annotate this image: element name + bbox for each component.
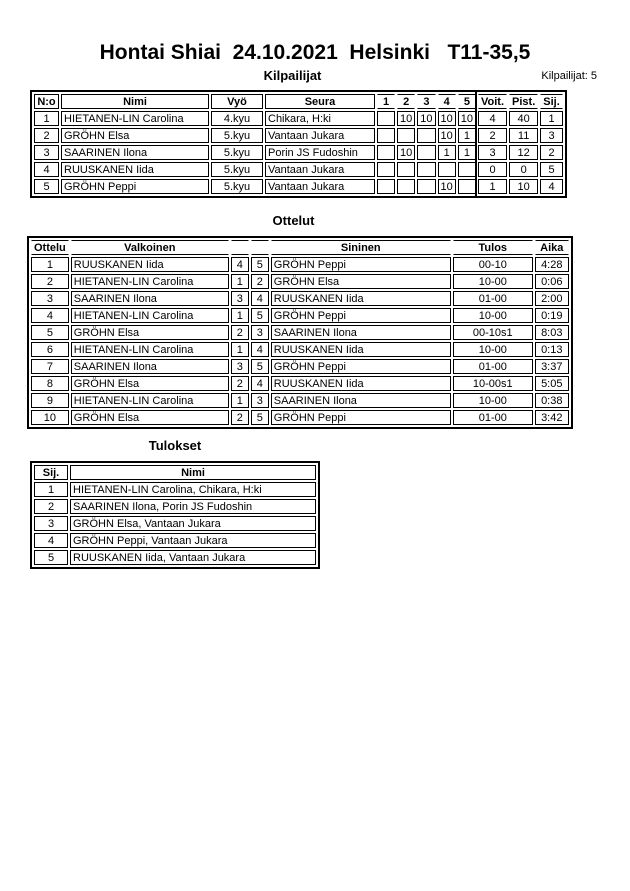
- score-cell: [377, 128, 395, 143]
- result-name: RUUSKANEN Iida, Vantaan Jukara: [70, 550, 316, 565]
- match-white-name: HIETANEN-LIN Carolina: [71, 274, 229, 289]
- header-belt: Vyö: [211, 94, 263, 109]
- competitor-club: Porin JS Fudoshin: [265, 145, 375, 160]
- match-blue-name: GRÖHN Peppi: [271, 257, 451, 272]
- match-white-no: 3: [231, 291, 249, 306]
- result-row: [34, 533, 316, 548]
- match-row: [31, 393, 569, 408]
- competitor-name: RUUSKANEN Iida: [61, 162, 209, 177]
- score-cell: [417, 179, 435, 194]
- match-white-name: SAARINEN Ilona: [71, 291, 229, 306]
- competitor-points: 11: [509, 128, 538, 143]
- match-time: 0:13: [535, 342, 569, 357]
- score-cell: 10: [438, 128, 456, 143]
- result-name: HIETANEN-LIN Carolina, Chikara, H:ki: [70, 482, 316, 497]
- competitor-place: 1: [540, 111, 563, 126]
- score-cell: 1: [458, 128, 476, 143]
- match-blue-no: 4: [251, 342, 269, 357]
- results-table: [30, 461, 320, 569]
- score-cell: [377, 179, 395, 194]
- match-blue-no: 4: [251, 376, 269, 391]
- match-blue-no: 5: [251, 308, 269, 323]
- match-result: 10-00: [453, 342, 533, 357]
- match-white-no: 2: [231, 376, 249, 391]
- match-blue-name: SAARINEN Ilona: [271, 325, 451, 340]
- competitor-place: 3: [540, 128, 563, 143]
- match-row: [31, 410, 569, 425]
- match-white-name: GRÖHN Elsa: [71, 410, 229, 425]
- match-no: 1: [31, 257, 69, 272]
- competitor-name: HIETANEN-LIN Carolina: [61, 111, 209, 126]
- match-no: 6: [31, 342, 69, 357]
- score-cell: [417, 128, 435, 143]
- match-blue-no: 3: [251, 393, 269, 408]
- competitor-points: 12: [509, 145, 538, 160]
- header-opp-5: 5: [458, 94, 476, 109]
- match-result: 01-00: [453, 410, 533, 425]
- header-wins: Voit.: [478, 94, 507, 109]
- competitor-club: Vantaan Jukara: [265, 179, 375, 194]
- competitor-no: 1: [34, 111, 59, 126]
- header-club: Seura: [265, 94, 375, 109]
- match-time: 3:42: [535, 410, 569, 425]
- competitor-place: 5: [540, 162, 563, 177]
- match-white-name: HIETANEN-LIN Carolina: [71, 393, 229, 408]
- competitor-place: 4: [540, 179, 563, 194]
- result-place: 4: [34, 533, 68, 548]
- competitor-belt: 4.kyu: [211, 111, 263, 126]
- score-cell: 1: [458, 145, 476, 160]
- competitor-name: GRÖHN Peppi: [61, 179, 209, 194]
- match-white-name: GRÖHN Elsa: [71, 325, 229, 340]
- result-place: 5: [34, 550, 68, 565]
- match-blue-no: 4: [251, 291, 269, 306]
- result-name: SAARINEN Ilona, Porin JS Fudoshin: [70, 499, 316, 514]
- match-row: [31, 359, 569, 374]
- competitor-no: 4: [34, 162, 59, 177]
- results-header-row: [34, 465, 316, 480]
- competitor-name: GRÖHN Elsa: [61, 128, 209, 143]
- match-time: 5:05: [535, 376, 569, 391]
- match-blue-no: 5: [251, 410, 269, 425]
- header-no: N:o: [34, 94, 59, 109]
- match-white-no: 1: [231, 274, 249, 289]
- result-place: 2: [34, 499, 68, 514]
- header-result: Tulos: [453, 240, 533, 255]
- match-blue-name: RUUSKANEN Iida: [271, 342, 451, 357]
- competitor-row: [34, 179, 563, 194]
- match-row: [31, 325, 569, 340]
- match-row: [31, 308, 569, 323]
- header-white: Valkoinen: [71, 240, 229, 255]
- header-opp-3: 3: [417, 94, 435, 109]
- competitor-wins: 1: [478, 179, 507, 194]
- score-cell: [417, 145, 435, 160]
- result-place: 1: [34, 482, 68, 497]
- match-blue-no: 5: [251, 257, 269, 272]
- match-time: 8:03: [535, 325, 569, 340]
- competitor-belt: 5.kyu: [211, 179, 263, 194]
- competitor-points: 40: [509, 111, 538, 126]
- competitor-name: SAARINEN Ilona: [61, 145, 209, 160]
- score-cell: 10: [397, 145, 415, 160]
- score-cell: [377, 162, 395, 177]
- competitor-place: 2: [540, 145, 563, 160]
- competitor-points: 0: [509, 162, 538, 177]
- match-result: 01-00: [453, 359, 533, 374]
- match-white-no: 2: [231, 325, 249, 340]
- match-time: 0:19: [535, 308, 569, 323]
- result-row: [34, 516, 316, 531]
- match-time: 3:37: [535, 359, 569, 374]
- competitor-belt: 5.kyu: [211, 162, 263, 177]
- competitor-no: 3: [34, 145, 59, 160]
- match-white-no: 1: [231, 342, 249, 357]
- match-white-name: SAARINEN Ilona: [71, 359, 229, 374]
- result-row: [34, 482, 316, 497]
- match-blue-no: 3: [251, 325, 269, 340]
- score-cell: [397, 179, 415, 194]
- header-result-place: Sij.: [34, 465, 68, 480]
- match-blue-no: 5: [251, 359, 269, 374]
- result-row: [34, 499, 316, 514]
- match-no: 7: [31, 359, 69, 374]
- competitor-belt: 5.kyu: [211, 145, 263, 160]
- matches-header-row: [31, 240, 569, 255]
- match-result: 10-00: [453, 393, 533, 408]
- header-opp-1: 1: [377, 94, 395, 109]
- match-blue-name: GRÖHN Peppi: [271, 359, 451, 374]
- match-row: [31, 274, 569, 289]
- result-place: 3: [34, 516, 68, 531]
- match-no: 4: [31, 308, 69, 323]
- score-cell: [397, 162, 415, 177]
- match-result: 00-10: [453, 257, 533, 272]
- score-cell: [417, 162, 435, 177]
- score-cell: 10: [397, 111, 415, 126]
- match-blue-name: GRÖHN Elsa: [271, 274, 451, 289]
- score-cell: [397, 128, 415, 143]
- match-white-no: 2: [231, 410, 249, 425]
- competitor-points: 10: [509, 179, 538, 194]
- competitor-club: Vantaan Jukara: [265, 162, 375, 177]
- score-cell: [377, 111, 395, 126]
- match-white-name: HIETANEN-LIN Carolina: [71, 308, 229, 323]
- match-blue-name: SAARINEN Ilona: [271, 393, 451, 408]
- match-result: 10-00s1: [453, 376, 533, 391]
- match-blue-name: RUUSKANEN Iida: [271, 376, 451, 391]
- match-white-no: 1: [231, 393, 249, 408]
- score-cell: [458, 162, 476, 177]
- result-row: [34, 550, 316, 565]
- match-no: 9: [31, 393, 69, 408]
- match-blue-name: GRÖHN Peppi: [271, 308, 451, 323]
- score-cell: 10: [417, 111, 435, 126]
- match-no: 10: [31, 410, 69, 425]
- match-no: 5: [31, 325, 69, 340]
- match-result: 10-00: [453, 308, 533, 323]
- competitor-row: [34, 162, 563, 177]
- competitor-row: [34, 128, 563, 143]
- match-time: 2:00: [535, 291, 569, 306]
- competitor-wins: 4: [478, 111, 507, 126]
- header-white-no: [231, 240, 249, 255]
- score-cell: 10: [458, 111, 476, 126]
- score-cell: [458, 179, 476, 194]
- match-time: 0:06: [535, 274, 569, 289]
- header-name: Nimi: [61, 94, 209, 109]
- result-name: GRÖHN Elsa, Vantaan Jukara: [70, 516, 316, 531]
- results-group-divider: [475, 90, 477, 198]
- competitor-row: [34, 111, 563, 126]
- score-cell: 1: [438, 145, 456, 160]
- match-result: 10-00: [453, 274, 533, 289]
- score-cell: [377, 145, 395, 160]
- match-white-no: 4: [231, 257, 249, 272]
- match-blue-no: 2: [251, 274, 269, 289]
- match-white-no: 3: [231, 359, 249, 374]
- match-row: [31, 257, 569, 272]
- competitors-header-row: [34, 94, 563, 109]
- competitor-no: 2: [34, 128, 59, 143]
- match-time: 4:28: [535, 257, 569, 272]
- header-time: Aika: [535, 240, 569, 255]
- score-cell: 10: [438, 179, 456, 194]
- results-heading: Tulokset: [148, 438, 202, 453]
- competitor-wins: 3: [478, 145, 507, 160]
- match-white-name: GRÖHN Elsa: [71, 376, 229, 391]
- header-blue: Sininen: [271, 240, 451, 255]
- competitor-row: [34, 145, 563, 160]
- competitor-wins: 0: [478, 162, 507, 177]
- matches-heading: Ottelut: [272, 213, 315, 228]
- match-no: 8: [31, 376, 69, 391]
- match-row: [31, 342, 569, 357]
- match-row: [31, 376, 569, 391]
- match-no: 2: [31, 274, 69, 289]
- match-result: 01-00: [453, 291, 533, 306]
- match-no: 3: [31, 291, 69, 306]
- competitor-club: Vantaan Jukara: [265, 128, 375, 143]
- score-cell: 10: [438, 111, 456, 126]
- match-result: 00-10s1: [453, 325, 533, 340]
- competitor-belt: 5.kyu: [211, 128, 263, 143]
- competitor-no: 5: [34, 179, 59, 194]
- competitor-club: Chikara, H:ki: [265, 111, 375, 126]
- match-row: [31, 291, 569, 306]
- score-cell: [438, 162, 456, 177]
- matches-table: [27, 236, 573, 429]
- match-white-no: 1: [231, 308, 249, 323]
- header-result-name: Nimi: [70, 465, 316, 480]
- match-white-name: HIETANEN-LIN Carolina: [71, 342, 229, 357]
- header-blue-no: [251, 240, 269, 255]
- header-points: Pist.: [509, 94, 538, 109]
- competitors-table: [30, 90, 567, 198]
- header-match-no: Ottelu: [31, 240, 69, 255]
- header-place: Sij.: [540, 94, 563, 109]
- result-name: GRÖHN Peppi, Vantaan Jukara: [70, 533, 316, 548]
- competitor-wins: 2: [478, 128, 507, 143]
- match-blue-name: GRÖHN Peppi: [271, 410, 451, 425]
- header-opp-4: 4: [438, 94, 456, 109]
- page-title: Hontai Shiai 24.10.2021 Helsinki T11-35,5: [99, 41, 531, 64]
- match-blue-name: RUUSKANEN Iida: [271, 291, 451, 306]
- competitors-heading: Kilpailijat: [263, 68, 322, 83]
- competitors-count: Kilpailijat: 5: [541, 70, 597, 82]
- match-time: 0:38: [535, 393, 569, 408]
- match-white-name: RUUSKANEN Iida: [71, 257, 229, 272]
- header-opp-2: 2: [397, 94, 415, 109]
